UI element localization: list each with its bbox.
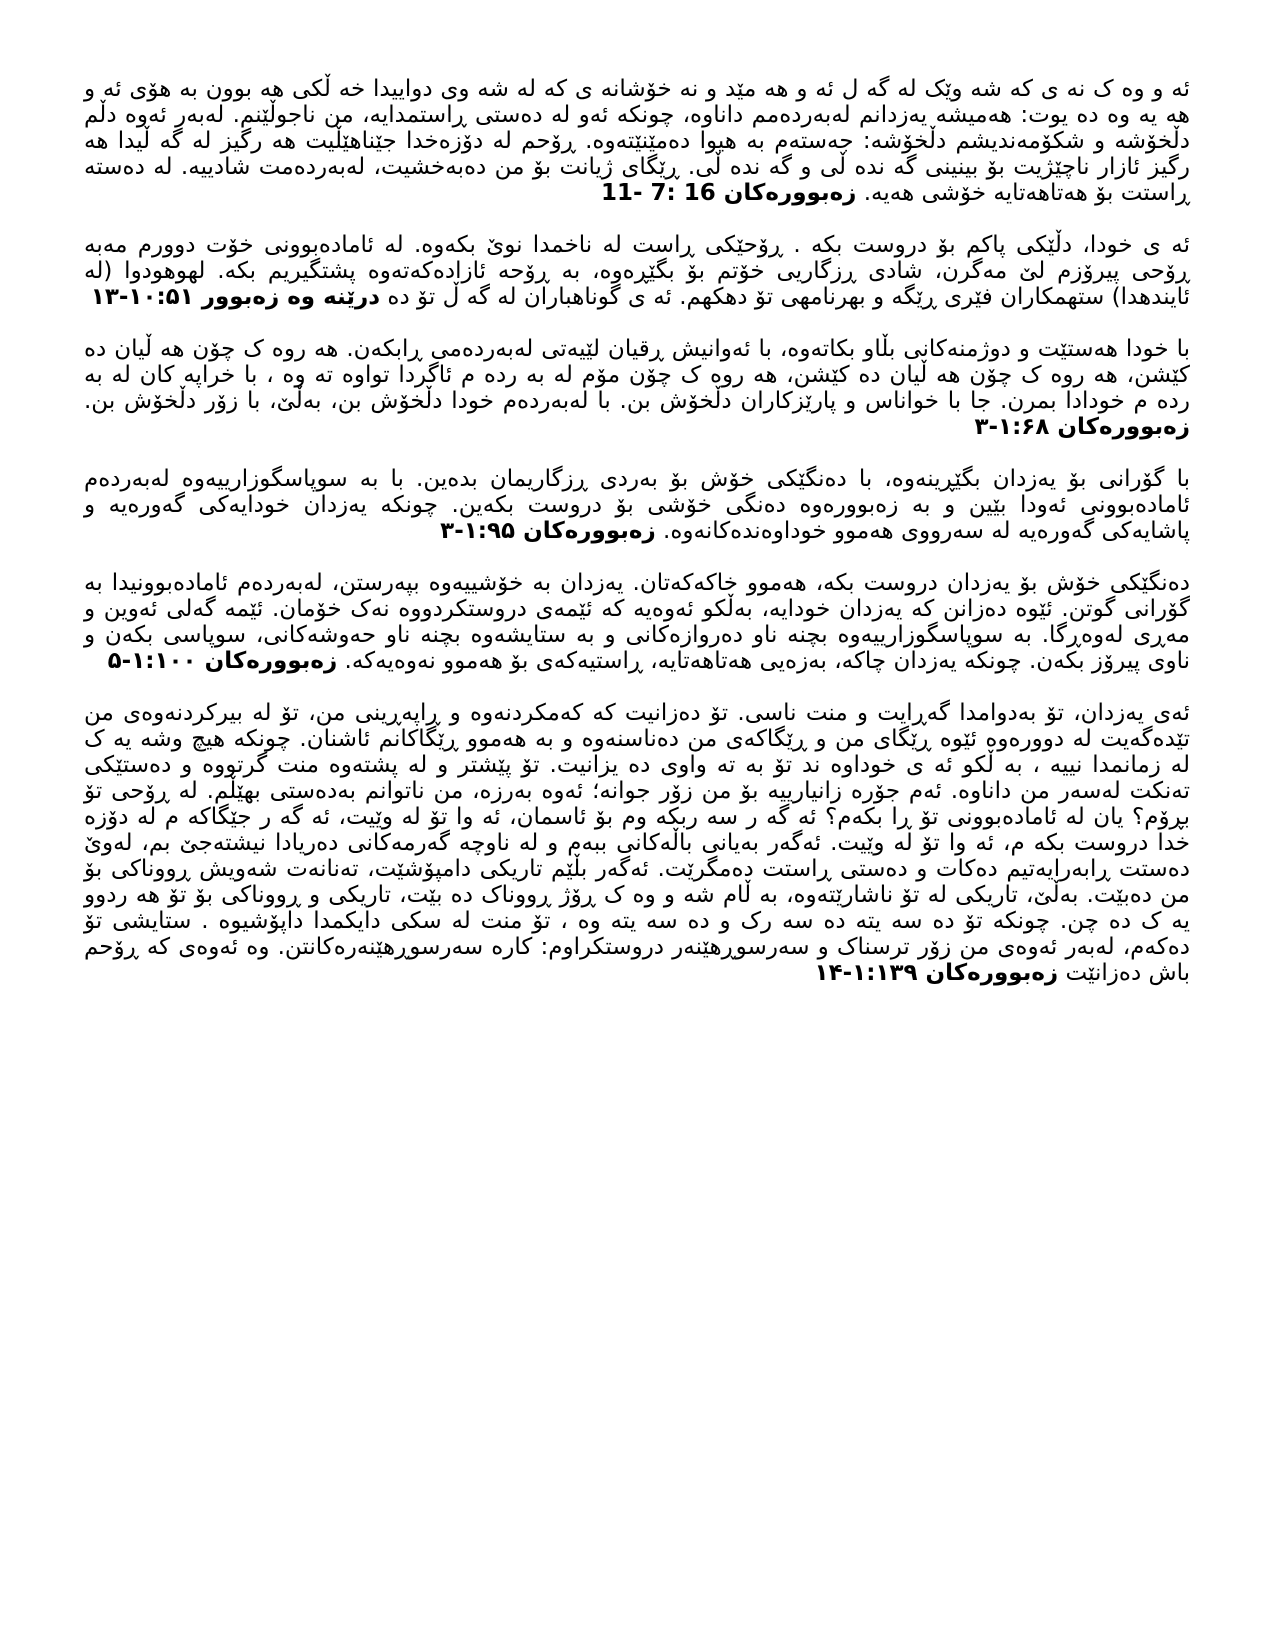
scripture-reference: زەبوورەکان ۱:۹۵-۳ [440,518,656,544]
passage-5 [84,570,1190,674]
passage-6 [84,700,1190,986]
passage-4 [84,466,1190,544]
passage-text: با گۆرانی بۆ یەزدان بگێڕینەوە، با دەنگێکی خۆش بۆ بەردی ڕزگاریمان بدەین. با بە سوپاسگوزارییەوە لەبەردەم ئامادەبوونی ئەودا بێین و بە زەبوورەوە دەنگی خۆشی بۆ دروست بکەین. چونکە یەزدان خودایەکی گەورەیە و پاشایەکی گەورەیە لە سەرووی هەموو خوداوەندەکانەوە. [84,466,1190,544]
passage-2 [84,232,1190,310]
passage-1 [84,76,1190,206]
passage-3 [84,336,1190,440]
document-page [84,76,1190,1012]
scripture-reference: زەبوورەکان 16 :7 -11 [600,180,857,206]
scripture-reference: زەبوورەکان ۱:۱۳۹-۱۴ [814,960,1059,986]
passage-text: ئەی یەزدان، تۆ بەدوامدا گەڕایت و منت ناسی. تۆ دەزانیت کە کەمکردنەوە و ڕاپەڕینی من، تۆ لە بیرکردنەوەی من تێدەگەیت لە دوورەوە ئێوە ڕێگای من و ڕێگاکەی من دەناسنەوە و بە هەموو ڕێگاکانم ئاشنان. چونکە هیچ وشه یه ک له زمانمدا نییه ، به ڵكو ئه ی خوداوه ند تۆ به ته واوی ده یزانیت. تۆ پێشتر و لە پشتەوە منت گرتووە و دەستێکی تەنکت لەسەر من داناوە. ئەم جۆرە زانیارییە بۆ من زۆر جوانە؛ ئەوە بەرزە، من ناتوانم بەدەستی بهێڵم. لە ڕۆحی تۆ بڕۆم؟ یان لە ئامادەبوونی تۆ ڕا بکەم؟ ئه گه ر سه ربکه وم بۆ ئاسمان، ئه وا تۆ له وێیت، ئه گه ر جێگاكه م له دۆزه خدا دروست بکه م، ئه وا تۆ له وێیت. ئەگەر بەیانی باڵەکانی ببەم و لە ناوچە گەرمەکانی دەریادا نیشتەجێ بم، لەوێ دەستت ڕابەرایەتیم دەکات و دەستی ڕاستت دەمگرێت. ئەگەر بڵێم تاریکی دامپۆشێت، تەنانەت شەویش ڕووناکی بۆ من دەبێت. بەڵێ، تاریکی لە تۆ ناشارێتەوە، بە ڵام شه و وه ک ڕۆژ ڕووناک ده بێت، تاریکی و ڕووناکی بۆ تۆ هه ردوو یه ک ده چن. چونکه تۆ ده سه یته ده سه رک و ده سه یته وه ، تۆ منت له سكی دایكمدا داپۆشیوه . ستایشی تۆ دەکەم، لەبەر ئەوەی من زۆر ترسناک و سەرسوڕهێنەر دروستکراوم: کارە سەرسوڕهێنەرەکانتن. وه ئەوەی کە ڕۆحم باش دەزانێت [84,700,1190,986]
scripture-reference: زەبوورەکان ۱:۱۰۰-۵ [107,648,338,674]
scripture-reference: زەبوورەکان ۱:۶۸-۳ [974,414,1190,440]
scripture-reference: درێنه وه زەبوور ۱۰:۵۱-۱۳ [90,284,381,310]
passage-text: با خودا هەستێت و دوژمنەکانی بڵاو بکاتەوە، با ئەوانیش ڕقیان لێیەتی لەبەردەمی ڕابکەن. هه روه ک چۆن هه ڵیان ده کێشن، هه روه ک چۆن هه ڵیان ده کێشن، هه روه ک چۆن مۆم له به رده م ئاگردا تواوه ته وه ، با خراپه کان له به رده م خودادا بمرن. جا با خواناس و پارێزکاران دڵخۆش بن. با لەبەردەم خودا دڵخۆش بن، بەڵێ، با زۆر دڵخۆش بن. [84,336,1190,414]
passage-text: ئه و وه ک نه ی که شه وێک له گه ل ئه و هه مێد و نه خۆشانه ی که له شه وی دوایيدا خه ڵکی هه بوون به هۆی ئه و هه یه وه ده یوت: هەمیشە یەزدانم لەبەردەمم داناوە، چونکە ئەو لە دەستی ڕاستمدایە، من ناجوڵێنم. لەبەر ئەوە دڵم دڵخۆشە و شکۆمەندیشم دڵخۆشە: جەستەم بە هیوا دەمێنێتەوە. ڕۆحم لە دۆزەخدا جێناهێڵیت هه رگیز له گه ڵیدا هه رگیز ئازار ناچێژیت بۆ بینینی گه نده ڵی و گه نده ڵی. ڕێگای ژیانت بۆ من دەبەخشیت، لەبەردەمت شادییە. لە دەستە ڕاستت بۆ هەتاهەتایە خۆشی هەیە. [84,76,1190,206]
passage-text: ئه ی خودا، دڵێکی پاکم بۆ دروست بکه . ڕۆحێکی ڕاست له ناخمدا نوێ بکەوە. لە ئامادەبوونی خۆت دوورم مەبە ڕۆحی پیرۆزم لێ مەگرن، شادی ڕزگاریی خۆتم بۆ بگێڕەوە، بە ڕۆحە ئازادەکەتەوە پشتگیریم بکە. لهوهودوا (له ئایندهدا) ستهمكاران فێری ڕێگه و بهرنامهی تۆ دهكهم. ئه ی گوناهباران له گه ڵ تۆ ده [84,232,1190,310]
passage-text: دەنگێکی خۆش بۆ یەزدان دروست بکە، هەموو خاکەکەتان. یەزدان بە خۆشییەوە بپەرستن، لەبەردەم ئامادەبوونیدا بە گۆرانی گوتن. ئێوە دەزانن کە یەزدان خودایە، بەڵکو ئەوەیە کە ئێمەی دروستکردووە نەک خۆمان. ئێمە گەلی ئەوین و مەڕی لەوەڕگا. بە سوپاسگوزارییەوە بچنە ناو دەروازەکانی و بە ستایشەوە بچنە ناو حەوشەکانی، سوپاسی بکەن و ناوی پیرۆز بکەن. چونکە یەزدان چاکە، بەزەیی هەتاهەتایە، ڕاستیەکەی بۆ هەموو نەوەیەکە. [84,570,1190,674]
